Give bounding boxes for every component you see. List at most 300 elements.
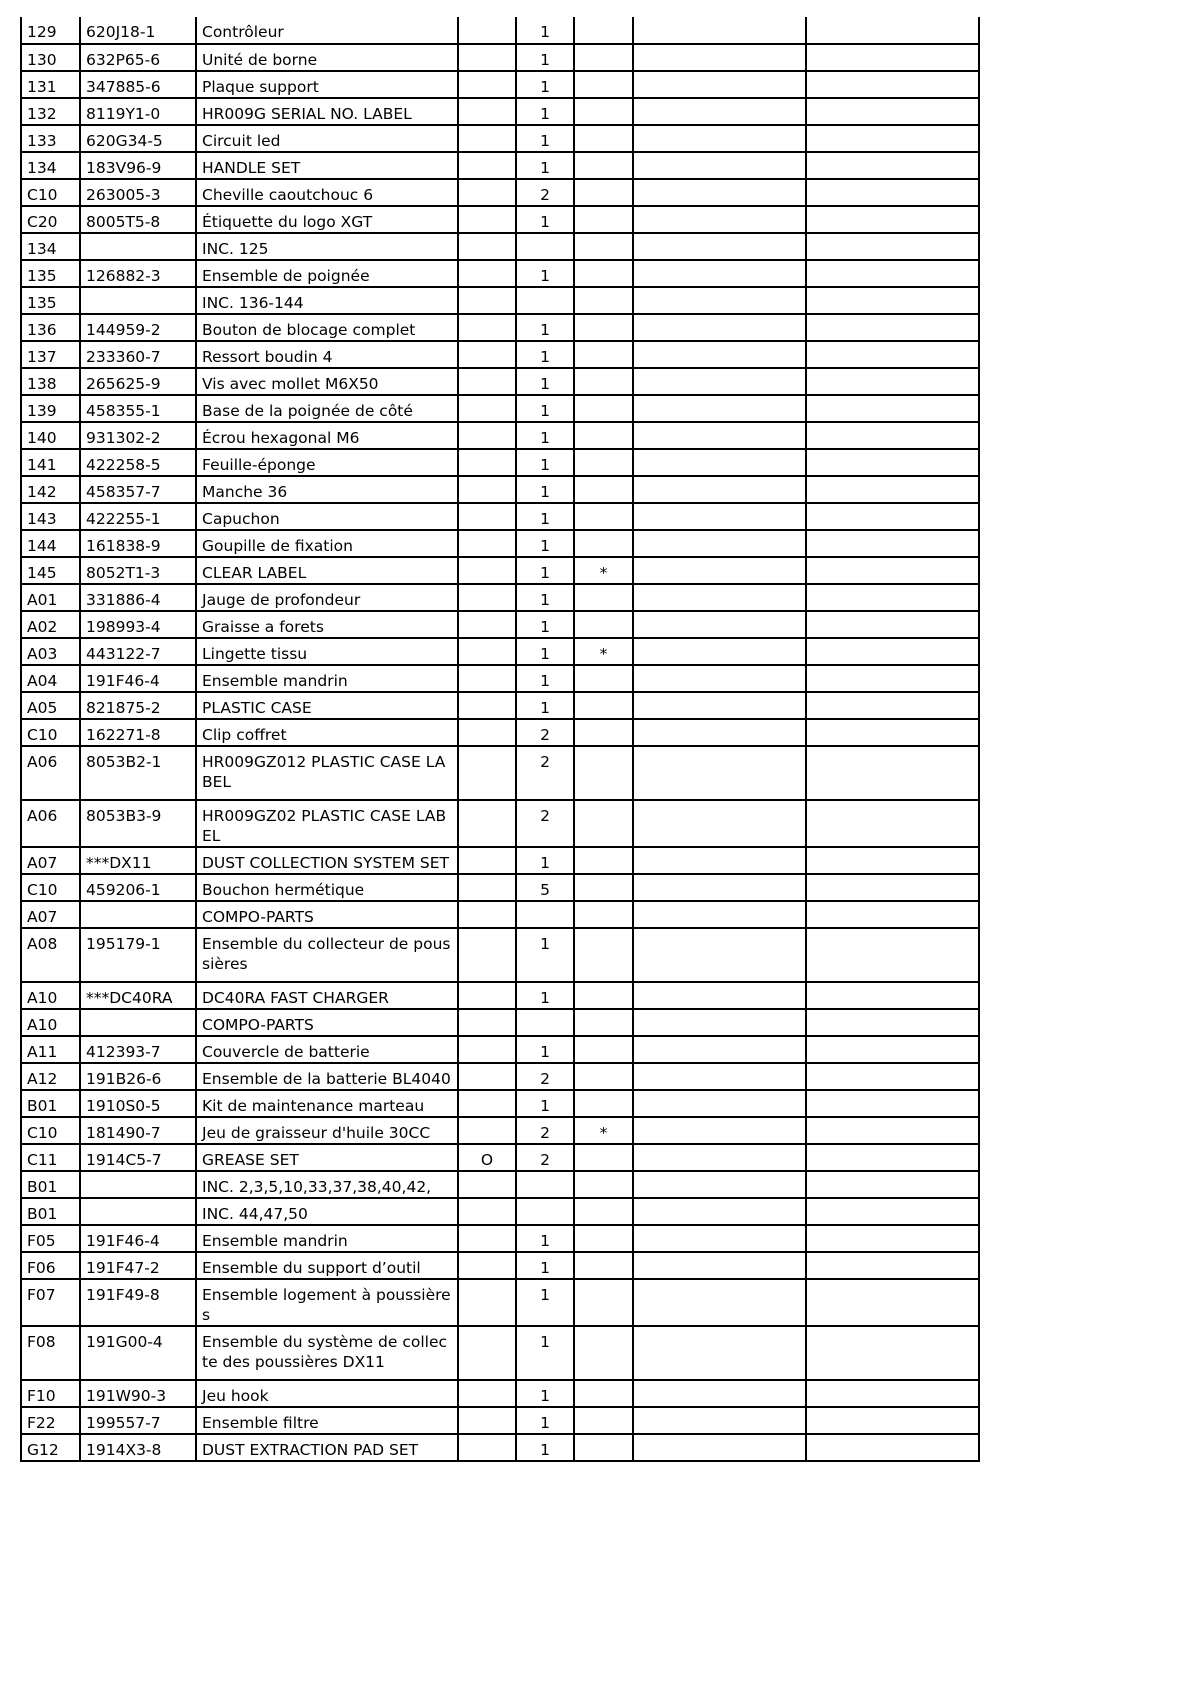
description-cell: Unité de borne	[196, 44, 458, 71]
description-cell: Ensemble du support d’outil	[196, 1252, 458, 1279]
description-cell: Contrôleur	[196, 17, 458, 44]
item-number-cell: A12	[21, 1063, 80, 1090]
blank-cell	[806, 152, 979, 179]
blank-cell	[806, 800, 979, 847]
item-number-cell: 133	[21, 125, 80, 152]
table-row	[21, 1144, 979, 1171]
description-cell: Ensemble du collecteur de poussières	[196, 928, 458, 982]
item-number-cell: B01	[21, 1198, 80, 1225]
quantity-cell: 1	[516, 152, 574, 179]
quantity-cell: 1	[516, 17, 574, 44]
option-mark-cell	[458, 449, 516, 476]
blank-cell	[806, 901, 979, 928]
item-number-cell: A03	[21, 638, 80, 665]
table-row	[21, 1279, 979, 1326]
description-cell: Bouchon hermétique	[196, 874, 458, 901]
item-number-cell: 141	[21, 449, 80, 476]
option-mark-cell	[458, 1171, 516, 1198]
note-cell: *	[574, 638, 633, 665]
blank-cell	[633, 1380, 806, 1407]
blank-cell	[633, 874, 806, 901]
table-row	[21, 17, 979, 44]
part-number-cell	[80, 1198, 196, 1225]
item-number-cell: A05	[21, 692, 80, 719]
blank-cell	[806, 719, 979, 746]
table-row	[21, 611, 979, 638]
blank-cell	[633, 71, 806, 98]
blank-cell	[633, 1198, 806, 1225]
blank-cell	[633, 476, 806, 503]
item-number-cell: 142	[21, 476, 80, 503]
blank-cell	[806, 449, 979, 476]
quantity-cell: 1	[516, 260, 574, 287]
quantity-cell: 1	[516, 530, 574, 557]
table-row	[21, 341, 979, 368]
blank-cell	[633, 1279, 806, 1326]
note-cell	[574, 233, 633, 260]
description-cell: Couvercle de batterie	[196, 1036, 458, 1063]
table-row	[21, 874, 979, 901]
option-mark-cell	[458, 1009, 516, 1036]
table-row	[21, 422, 979, 449]
part-number-cell: 144959-2	[80, 314, 196, 341]
note-cell	[574, 1090, 633, 1117]
item-number-cell: C10	[21, 179, 80, 206]
table-row	[21, 395, 979, 422]
blank-cell	[806, 1326, 979, 1380]
note-cell	[574, 1326, 633, 1380]
part-number-cell: 191W90-3	[80, 1380, 196, 1407]
parts-table-body	[21, 17, 979, 1461]
quantity-cell: 1	[516, 1225, 574, 1252]
note-cell	[574, 611, 633, 638]
description-cell: Ensemble de poignée	[196, 260, 458, 287]
blank-cell	[806, 1380, 979, 1407]
blank-cell	[633, 928, 806, 982]
blank-cell	[806, 314, 979, 341]
quantity-cell: 1	[516, 584, 574, 611]
table-row	[21, 179, 979, 206]
option-mark-cell	[458, 395, 516, 422]
blank-cell	[806, 233, 979, 260]
item-number-cell: F08	[21, 1326, 80, 1380]
blank-cell	[806, 1117, 979, 1144]
option-mark-cell	[458, 1036, 516, 1063]
blank-cell	[806, 530, 979, 557]
option-mark-cell	[458, 314, 516, 341]
description-cell: COMPO-PARTS	[196, 1009, 458, 1036]
blank-cell	[806, 1090, 979, 1117]
note-cell	[574, 584, 633, 611]
blank-cell	[806, 476, 979, 503]
table-row	[21, 692, 979, 719]
quantity-cell	[516, 901, 574, 928]
part-number-cell: 422258-5	[80, 449, 196, 476]
blank-cell	[633, 341, 806, 368]
part-number-cell: 459206-1	[80, 874, 196, 901]
option-mark-cell	[458, 611, 516, 638]
blank-cell	[633, 557, 806, 584]
description-cell: Ressort boudin 4	[196, 341, 458, 368]
quantity-cell: 1	[516, 206, 574, 233]
blank-cell	[633, 982, 806, 1009]
item-number-cell: 135	[21, 260, 80, 287]
option-mark-cell	[458, 1252, 516, 1279]
part-number-cell: 443122-7	[80, 638, 196, 665]
option-mark-cell	[458, 1198, 516, 1225]
part-number-cell: 265625-9	[80, 368, 196, 395]
table-row	[21, 928, 979, 982]
blank-cell	[633, 206, 806, 233]
table-row	[21, 1171, 979, 1198]
option-mark-cell	[458, 1117, 516, 1144]
quantity-cell: 1	[516, 611, 574, 638]
table-row	[21, 719, 979, 746]
option-mark-cell	[458, 692, 516, 719]
option-mark-cell	[458, 476, 516, 503]
item-number-cell: F05	[21, 1225, 80, 1252]
description-cell: Goupille de fixation	[196, 530, 458, 557]
description-cell: HR009G SERIAL NO. LABEL	[196, 98, 458, 125]
blank-cell	[633, 1009, 806, 1036]
blank-cell	[633, 584, 806, 611]
table-row	[21, 233, 979, 260]
part-number-cell: 331886-4	[80, 584, 196, 611]
blank-cell	[633, 44, 806, 71]
option-mark-cell	[458, 260, 516, 287]
description-cell: HR009GZ012 PLASTIC CASE LABEL	[196, 746, 458, 800]
note-cell	[574, 692, 633, 719]
part-number-cell: 821875-2	[80, 692, 196, 719]
description-cell: INC. 2,3,5,10,33,37,38,40,42,	[196, 1171, 458, 1198]
option-mark-cell	[458, 368, 516, 395]
option-mark-cell	[458, 44, 516, 71]
item-number-cell: A01	[21, 584, 80, 611]
item-number-cell: 143	[21, 503, 80, 530]
part-number-cell: 931302-2	[80, 422, 196, 449]
note-cell	[574, 1009, 633, 1036]
part-number-cell: 181490-7	[80, 1117, 196, 1144]
item-number-cell: F06	[21, 1252, 80, 1279]
blank-cell	[806, 982, 979, 1009]
quantity-cell: 1	[516, 341, 574, 368]
blank-cell	[633, 179, 806, 206]
item-number-cell: C10	[21, 719, 80, 746]
description-cell: Plaque support	[196, 71, 458, 98]
option-mark-cell	[458, 584, 516, 611]
item-number-cell: 144	[21, 530, 80, 557]
item-number-cell: C20	[21, 206, 80, 233]
blank-cell	[633, 1144, 806, 1171]
description-cell: Lingette tissu	[196, 638, 458, 665]
description-cell: Étiquette du logo XGT	[196, 206, 458, 233]
quantity-cell: 1	[516, 847, 574, 874]
part-number-cell: 422255-1	[80, 503, 196, 530]
blank-cell	[806, 1434, 979, 1461]
description-cell: Cheville caoutchouc 6	[196, 179, 458, 206]
option-mark-cell	[458, 1380, 516, 1407]
option-mark-cell	[458, 233, 516, 260]
part-number-cell: 191F46-4	[80, 1225, 196, 1252]
table-row	[21, 530, 979, 557]
option-mark-cell	[458, 1063, 516, 1090]
description-cell: Clip coffret	[196, 719, 458, 746]
part-number-cell	[80, 233, 196, 260]
item-number-cell: C10	[21, 874, 80, 901]
blank-cell	[633, 1225, 806, 1252]
item-number-cell: 136	[21, 314, 80, 341]
note-cell	[574, 1036, 633, 1063]
table-row	[21, 800, 979, 847]
option-mark-cell	[458, 800, 516, 847]
note-cell	[574, 746, 633, 800]
blank-cell	[806, 1225, 979, 1252]
blank-cell	[806, 503, 979, 530]
option-mark-cell	[458, 98, 516, 125]
blank-cell	[633, 368, 806, 395]
blank-cell	[806, 692, 979, 719]
option-mark-cell	[458, 1407, 516, 1434]
blank-cell	[633, 1036, 806, 1063]
description-cell: Bouton de blocage complet	[196, 314, 458, 341]
note-cell	[574, 1144, 633, 1171]
description-cell: Ensemble logement à poussières	[196, 1279, 458, 1326]
part-number-cell: ***DX11	[80, 847, 196, 874]
description-cell: Écrou hexagonal M6	[196, 422, 458, 449]
table-row	[21, 746, 979, 800]
blank-cell	[806, 584, 979, 611]
blank-cell	[806, 125, 979, 152]
part-number-cell	[80, 1171, 196, 1198]
note-cell	[574, 71, 633, 98]
blank-cell	[806, 1198, 979, 1225]
option-mark-cell	[458, 152, 516, 179]
part-number-cell	[80, 901, 196, 928]
table-row	[21, 1380, 979, 1407]
blank-cell	[633, 901, 806, 928]
part-number-cell: 412393-7	[80, 1036, 196, 1063]
note-cell	[574, 260, 633, 287]
note-cell	[574, 98, 633, 125]
table-row	[21, 982, 979, 1009]
description-cell: Circuit led	[196, 125, 458, 152]
part-number-cell: 1914C5-7	[80, 1144, 196, 1171]
quantity-cell: 5	[516, 874, 574, 901]
note-cell	[574, 152, 633, 179]
note-cell	[574, 1279, 633, 1326]
quantity-cell: 1	[516, 44, 574, 71]
table-row	[21, 1090, 979, 1117]
table-row	[21, 1225, 979, 1252]
description-cell: Jeu hook	[196, 1380, 458, 1407]
part-number-cell: 162271-8	[80, 719, 196, 746]
table-row	[21, 44, 979, 71]
description-cell: CLEAR LABEL	[196, 557, 458, 584]
note-cell	[574, 44, 633, 71]
option-mark-cell	[458, 1090, 516, 1117]
quantity-cell: 1	[516, 982, 574, 1009]
note-cell	[574, 125, 633, 152]
description-cell: Jauge de profondeur	[196, 584, 458, 611]
table-row	[21, 557, 979, 584]
table-row	[21, 125, 979, 152]
table-row	[21, 314, 979, 341]
table-row	[21, 584, 979, 611]
part-number-cell: 233360-7	[80, 341, 196, 368]
note-cell	[574, 530, 633, 557]
note-cell	[574, 206, 633, 233]
blank-cell	[806, 557, 979, 584]
note-cell	[574, 17, 633, 44]
note-cell	[574, 503, 633, 530]
note-cell	[574, 1380, 633, 1407]
description-cell: Ensemble filtre	[196, 1407, 458, 1434]
quantity-cell: 1	[516, 1252, 574, 1279]
option-mark-cell	[458, 503, 516, 530]
blank-cell	[806, 44, 979, 71]
blank-cell	[633, 1326, 806, 1380]
blank-cell	[806, 1171, 979, 1198]
quantity-cell: 1	[516, 1326, 574, 1380]
option-mark-cell	[458, 928, 516, 982]
note-cell	[574, 314, 633, 341]
blank-cell	[806, 1407, 979, 1434]
item-number-cell: 134	[21, 233, 80, 260]
part-number-cell: ***DC40RA	[80, 982, 196, 1009]
item-number-cell: 138	[21, 368, 80, 395]
description-cell: Jeu de graisseur d'huile 30CC	[196, 1117, 458, 1144]
table-row	[21, 847, 979, 874]
blank-cell	[633, 287, 806, 314]
quantity-cell: 1	[516, 638, 574, 665]
quantity-cell: 1	[516, 1380, 574, 1407]
blank-cell	[633, 152, 806, 179]
description-cell: GREASE SET	[196, 1144, 458, 1171]
table-row	[21, 1198, 979, 1225]
blank-cell	[806, 1036, 979, 1063]
part-number-cell: 458355-1	[80, 395, 196, 422]
table-row	[21, 1063, 979, 1090]
item-number-cell: B01	[21, 1090, 80, 1117]
blank-cell	[633, 800, 806, 847]
part-number-cell: 8053B2-1	[80, 746, 196, 800]
note-cell	[574, 395, 633, 422]
description-cell: DUST COLLECTION SYSTEM SET	[196, 847, 458, 874]
part-number-cell: 458357-7	[80, 476, 196, 503]
blank-cell	[806, 1063, 979, 1090]
quantity-cell: 2	[516, 179, 574, 206]
note-cell	[574, 1434, 633, 1461]
option-mark-cell	[458, 179, 516, 206]
quantity-cell: 1	[516, 1090, 574, 1117]
table-row	[21, 71, 979, 98]
note-cell	[574, 1198, 633, 1225]
blank-cell	[806, 422, 979, 449]
quantity-cell: 1	[516, 928, 574, 982]
blank-cell	[633, 17, 806, 44]
option-mark-cell	[458, 287, 516, 314]
description-cell: Ensemble mandrin	[196, 1225, 458, 1252]
description-cell: Graisse a forets	[196, 611, 458, 638]
option-mark-cell	[458, 746, 516, 800]
blank-cell	[633, 1063, 806, 1090]
blank-cell	[633, 449, 806, 476]
option-mark-cell	[458, 1326, 516, 1380]
item-number-cell: F22	[21, 1407, 80, 1434]
quantity-cell	[516, 1198, 574, 1225]
quantity-cell	[516, 287, 574, 314]
item-number-cell: A10	[21, 982, 80, 1009]
blank-cell	[633, 638, 806, 665]
quantity-cell: 1	[516, 449, 574, 476]
quantity-cell	[516, 1009, 574, 1036]
item-number-cell: F07	[21, 1279, 80, 1326]
quantity-cell: 1	[516, 1279, 574, 1326]
blank-cell	[806, 1144, 979, 1171]
blank-cell	[633, 260, 806, 287]
blank-cell	[633, 692, 806, 719]
blank-cell	[806, 179, 979, 206]
item-number-cell: G12	[21, 1434, 80, 1461]
quantity-cell: 2	[516, 1144, 574, 1171]
blank-cell	[806, 98, 979, 125]
note-cell	[574, 874, 633, 901]
blank-cell	[633, 1090, 806, 1117]
blank-cell	[806, 1279, 979, 1326]
note-cell	[574, 449, 633, 476]
table-row	[21, 1036, 979, 1063]
item-number-cell: 132	[21, 98, 80, 125]
item-number-cell: A02	[21, 611, 80, 638]
blank-cell	[806, 341, 979, 368]
item-number-cell: A10	[21, 1009, 80, 1036]
note-cell	[574, 476, 633, 503]
option-mark-cell	[458, 982, 516, 1009]
option-mark-cell	[458, 341, 516, 368]
blank-cell	[633, 1171, 806, 1198]
table-row	[21, 665, 979, 692]
part-number-cell: 126882-3	[80, 260, 196, 287]
blank-cell	[806, 1252, 979, 1279]
note-cell	[574, 179, 633, 206]
table-row	[21, 1117, 979, 1144]
blank-cell	[806, 874, 979, 901]
table-row	[21, 1252, 979, 1279]
description-cell: Capuchon	[196, 503, 458, 530]
blank-cell	[633, 746, 806, 800]
table-row	[21, 260, 979, 287]
note-cell	[574, 1252, 633, 1279]
blank-cell	[806, 287, 979, 314]
option-mark-cell	[458, 1279, 516, 1326]
description-cell: Manche 36	[196, 476, 458, 503]
note-cell	[574, 901, 633, 928]
option-mark-cell	[458, 206, 516, 233]
note-cell	[574, 847, 633, 874]
part-number-cell: 191F47-2	[80, 1252, 196, 1279]
part-number-cell: 1914X3-8	[80, 1434, 196, 1461]
blank-cell	[633, 503, 806, 530]
part-number-cell: 1910S0-5	[80, 1090, 196, 1117]
option-mark-cell: O	[458, 1144, 516, 1171]
item-number-cell: 131	[21, 71, 80, 98]
quantity-cell: 1	[516, 1036, 574, 1063]
part-number-cell: 347885-6	[80, 71, 196, 98]
quantity-cell: 1	[516, 98, 574, 125]
blank-cell	[633, 125, 806, 152]
table-row	[21, 98, 979, 125]
description-cell: COMPO-PARTS	[196, 901, 458, 928]
